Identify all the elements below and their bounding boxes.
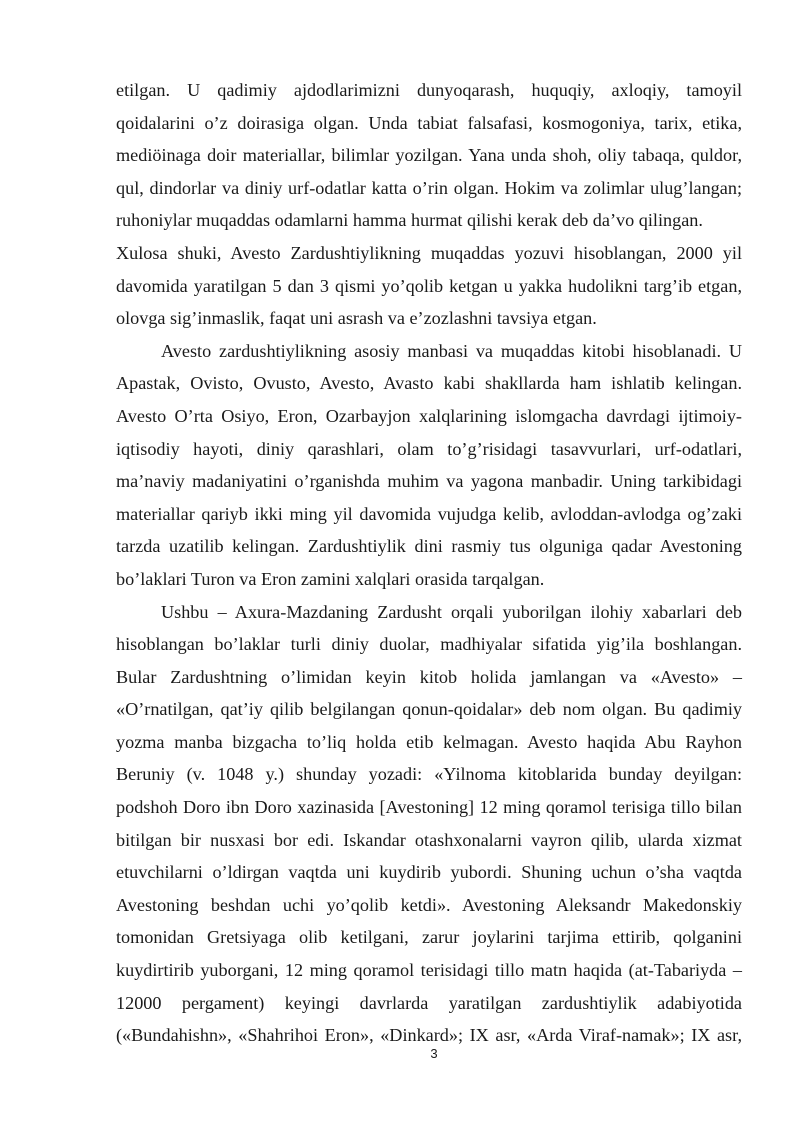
text-line: ruhoniylar muqaddas odamlarni hamma hurmat qilishi kerak deb da’vo qilingan. <box>116 210 703 231</box>
paragraph-conclusion <box>116 237 742 335</box>
text-line: Xulosa shuki, Avesto Zardushtiylikning muqaddas yozuvi hisoblangan, 2000 yil <box>116 242 742 263</box>
text-line: etilgan. U qadimiy ajdodlarimizni dunyoqarash, huquqiy, axloqiy, tamoyil <box>116 80 742 100</box>
text-line: Avesto zardushtiylikning asosiy manbasi va muqaddas kitobi hisoblanadi. U <box>161 340 742 361</box>
text-line: tomonidan Gretsiyaga olib ketilgani, zarur joylarini tarjima ettirib, qolganini <box>116 927 742 948</box>
text-line: Avesto O’rta Osiyo, Eron, Ozarbayjon xalqlarining islomgacha davrdagi ijtimoiy- <box>116 405 742 426</box>
text-line: bo’laklari Turon va Eron zamini xalqlari orasida tarqalgan. <box>116 568 545 589</box>
text-line: etuvchilarni o’ldirgan vaqtda uni kuydirib yubordi. Shuning uchun o’sha vaqtda <box>116 862 742 883</box>
text-line: kuydirtirib yuborgani, 12 ming qoramol terisidagi tillo matn haqida (at-Tabariyda – <box>116 960 742 981</box>
text-line: bitilgan bir nusxasi bor edi. Iskandar otashxonalarni vayron qilib, ularda xizmat <box>116 829 742 850</box>
text-line: davomida yaratilgan 5 dan 3 qismi yo’qolib ketgan u yakka hudolikni targ’ib etgan, <box>116 275 742 296</box>
text-line: Apastak, Ovisto, Ovusto, Avesto, Avasto kabi shakllarda ham ishlatib kelingan. <box>116 373 742 394</box>
paragraph-avesto-source <box>116 335 742 596</box>
paragraph-axura-mazda <box>116 596 742 1052</box>
text-line: Avestoning beshdan uchi yo’qolib ketdi». Avestoning Aleksandr Makedonskiy <box>116 894 742 915</box>
text-line: qul, dindorlar va diniy urf-odatlar katta o’rin olgan. Hokim va zolimlar ulug’langan; <box>116 177 742 198</box>
text-line: mediöinaga doir materiallar, bilimlar yozilgan. Yana unda shoh, oliy tabaqa, quldor, <box>116 145 742 166</box>
document-body <box>116 74 742 1052</box>
text-line: Bular Zardushtning o’limidan keyin kitob holida jamlangan va «Avesto» – <box>116 666 742 687</box>
text-line: hisoblangan bo’laklar turli diniy duolar, madhiyalar sifatida yig’ila boshlangan. <box>116 634 742 655</box>
text-line: «O’rnatilgan, qat’iy qilib belgilangan qonun-qoidalar» deb nom olgan. Bu qadimiy <box>116 699 742 720</box>
text-line: ma’naviy madaniyatini o’rganishda muhim va yagona manbadir. Uning tarkibidagi <box>116 471 742 492</box>
text-line: olovga sig’inmaslik, faqat uni asrash va e’zozlashni tavsiya etgan. <box>116 308 597 329</box>
text-line: Ushbu – Axura-Mazdaning Zardusht orqali yuborilgan ilohiy xabarlari deb <box>161 601 742 622</box>
text-line: Beruniy (v. 1048 y.) shunday yozadi: «Yilnoma kitoblarida bunday deyilgan: <box>116 764 742 785</box>
paragraph-continuation <box>116 74 742 237</box>
text-line: podshoh Doro ibn Doro xazinasida [Avestoning] 12 ming qoramol terisiga tillo bilan <box>116 797 742 818</box>
text-line: tarzda uzatilib kelingan. Zardushtiylik dini rasmiy tus olguniga qadar Avestoning <box>116 536 742 557</box>
text-line: materiallar qariyb ikki ming yil davomida vujudga kelib, avloddan-avlodga og’zaki <box>116 503 742 524</box>
text-line: iqtisodiy hayoti, diniy qarashlari, olam to’g’risidagi tasavvurlari, urf-odatlari, <box>116 438 742 459</box>
text-line: yozma manba bizgacha to’liq holda etib kelmagan. Avesto haqida Abu Rayhon <box>116 731 742 752</box>
text-line: («Bundahishn», «Shahrihoi Eron», «Dinkard»; IX asr, «Arda Viraf-namak»; IX asr, <box>116 1025 742 1046</box>
page-number: 3 <box>430 1046 438 1061</box>
text-line: 12000 pergament) keyingi davrlarda yaratilgan zardushtiylik adabiyotida <box>116 992 742 1013</box>
text-line: qoidalarini o’z doirasiga olgan. Unda tabiat falsafasi, kosmogoniya, tarix, etika, <box>116 112 742 133</box>
